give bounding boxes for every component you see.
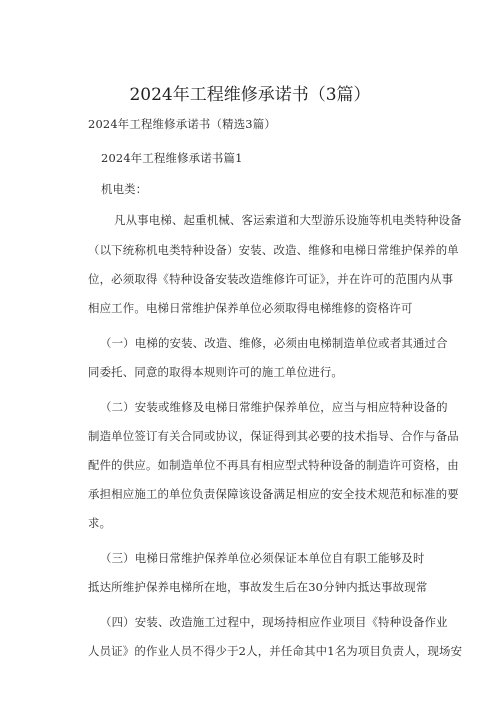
category-label: 机电类： — [101, 182, 148, 196]
paragraph-line: （一）电梯的安装、改造、维修，必须由电梯制造单位或者其通过合 — [100, 336, 448, 350]
paragraph-line: 人员证》的作业人员不得少于2人，并任命其中1名为项目负责人，现场安 — [88, 644, 463, 658]
paragraph-line: 配件的供应。如制造单位不再具有相应型式特种设备的制造许可资格，由 — [88, 458, 459, 472]
paragraph-line: 承担相应施工的单位负责保障该设备满足相应的安全技术规范和标准的要 — [88, 487, 459, 501]
paragraph-line: （三）电梯日常维护保养单位必须保证本单位自有职工能够及时 — [100, 551, 425, 565]
document-subtitle: 2024年工程维修承诺书（精选3篇） — [88, 117, 276, 131]
paragraph-line: 抵达所维护保养电梯所在地，事故发生后在30分钟内抵达事故现常 — [88, 580, 428, 594]
paragraph-line: （四）安装、改造施工过程中，现场持相应作业项目《特种设备作业 — [100, 615, 448, 629]
paragraph-line: （以下统称机电类特种设备）安装、改造、维修和电梯日常维护保养的单 — [88, 243, 459, 257]
paragraph-line: （二）安装或维修及电梯日常维护保养单位，应当与相应特种设备的 — [100, 400, 448, 414]
paragraph-line: 凡从事电梯、起重机械、客运索道和大型游乐设施等机电类特种设备 — [114, 213, 462, 227]
document-title: 2024年工程维修承诺书（3篇） — [129, 85, 371, 105]
paragraph-line: 位，必须取得《特种设备安装改造维修许可证》，并在许可的范围内从事 — [88, 272, 454, 286]
section-heading: 2024年工程维修承诺书篇1 — [101, 151, 243, 165]
paragraph-line: 求。 — [88, 516, 112, 530]
paragraph-line: 相应工作。电梯日常维护保养单位必须取得电梯维修的资格许可 — [88, 301, 413, 315]
paragraph-line: 同委托、同意的取得本规则许可的施工单位进行。 — [88, 365, 343, 379]
paragraph-line: 制造单位签订有关合同或协议，保证得到其必要的技术指导、合作与备品 — [88, 429, 459, 443]
